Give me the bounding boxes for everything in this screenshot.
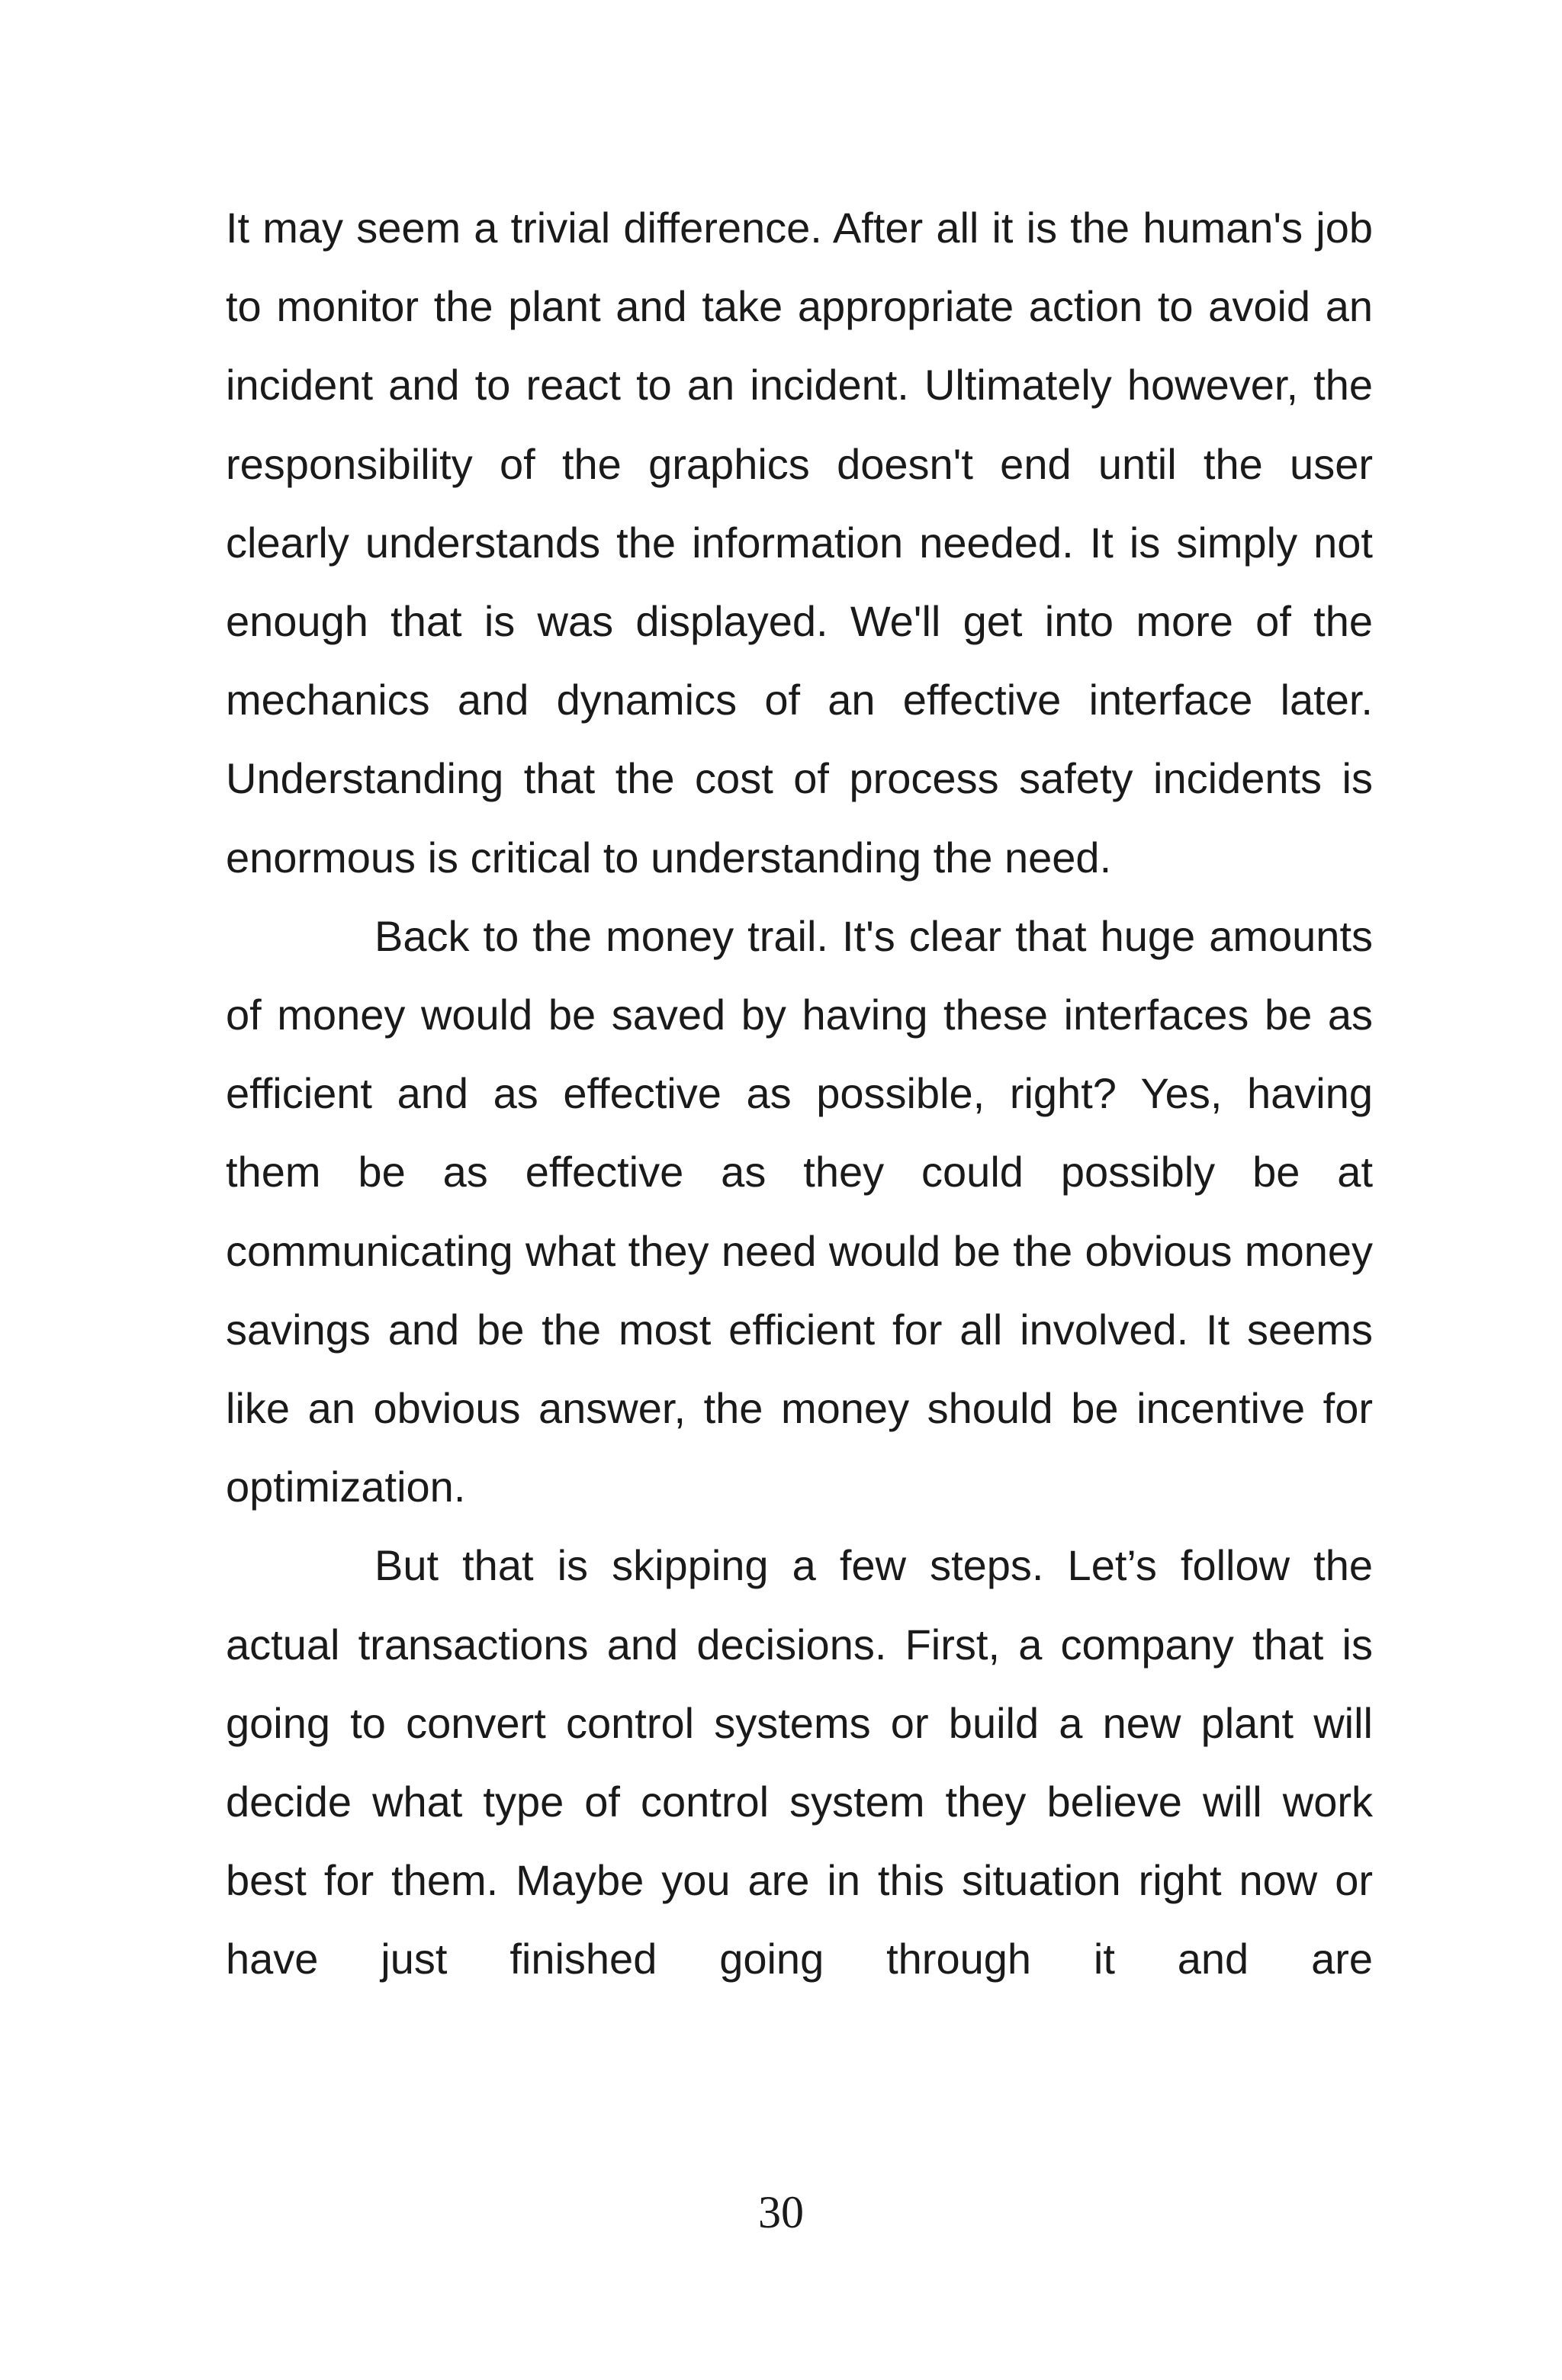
paragraph-3: But that is skipping a few steps. Let’s follow the actual transactions and decisions. First, a company that is going to convert control systems or build a new plant will decide what type of control system they believe will work best for them. Maybe you are in this situation right now or have just finished going through it and are <box>226 1541 1373 1983</box>
page-number: 30 <box>758 2187 804 2237</box>
body-text <box>226 188 1373 1999</box>
paragraph-1: It may seem a trivial difference. After all it is the human's job to monitor the plant and take appropriate action to avoid an incident and to react to an incident. Ultimately however, the responsibility of the graphics doesn't end until the user clearly understands the information needed. It is simply not enough that is was displayed. We'll get into more of the mechanics and dynamics of an effective interface later. Understanding that the cost of process safety incidents is enormous is critical to understanding the need. <box>226 204 1373 882</box>
paragraph-2: Back to the money trail. It's clear that huge amounts of money would be saved by having these interfaces be as efficient and as effective as possible, right? Yes, having them be as effective as they could possibly be at communicating what they need would be the obvious money savings and be the most efficient for all involved. It seems like an obvious answer, the money should be incentive for optimization. <box>226 911 1373 1511</box>
